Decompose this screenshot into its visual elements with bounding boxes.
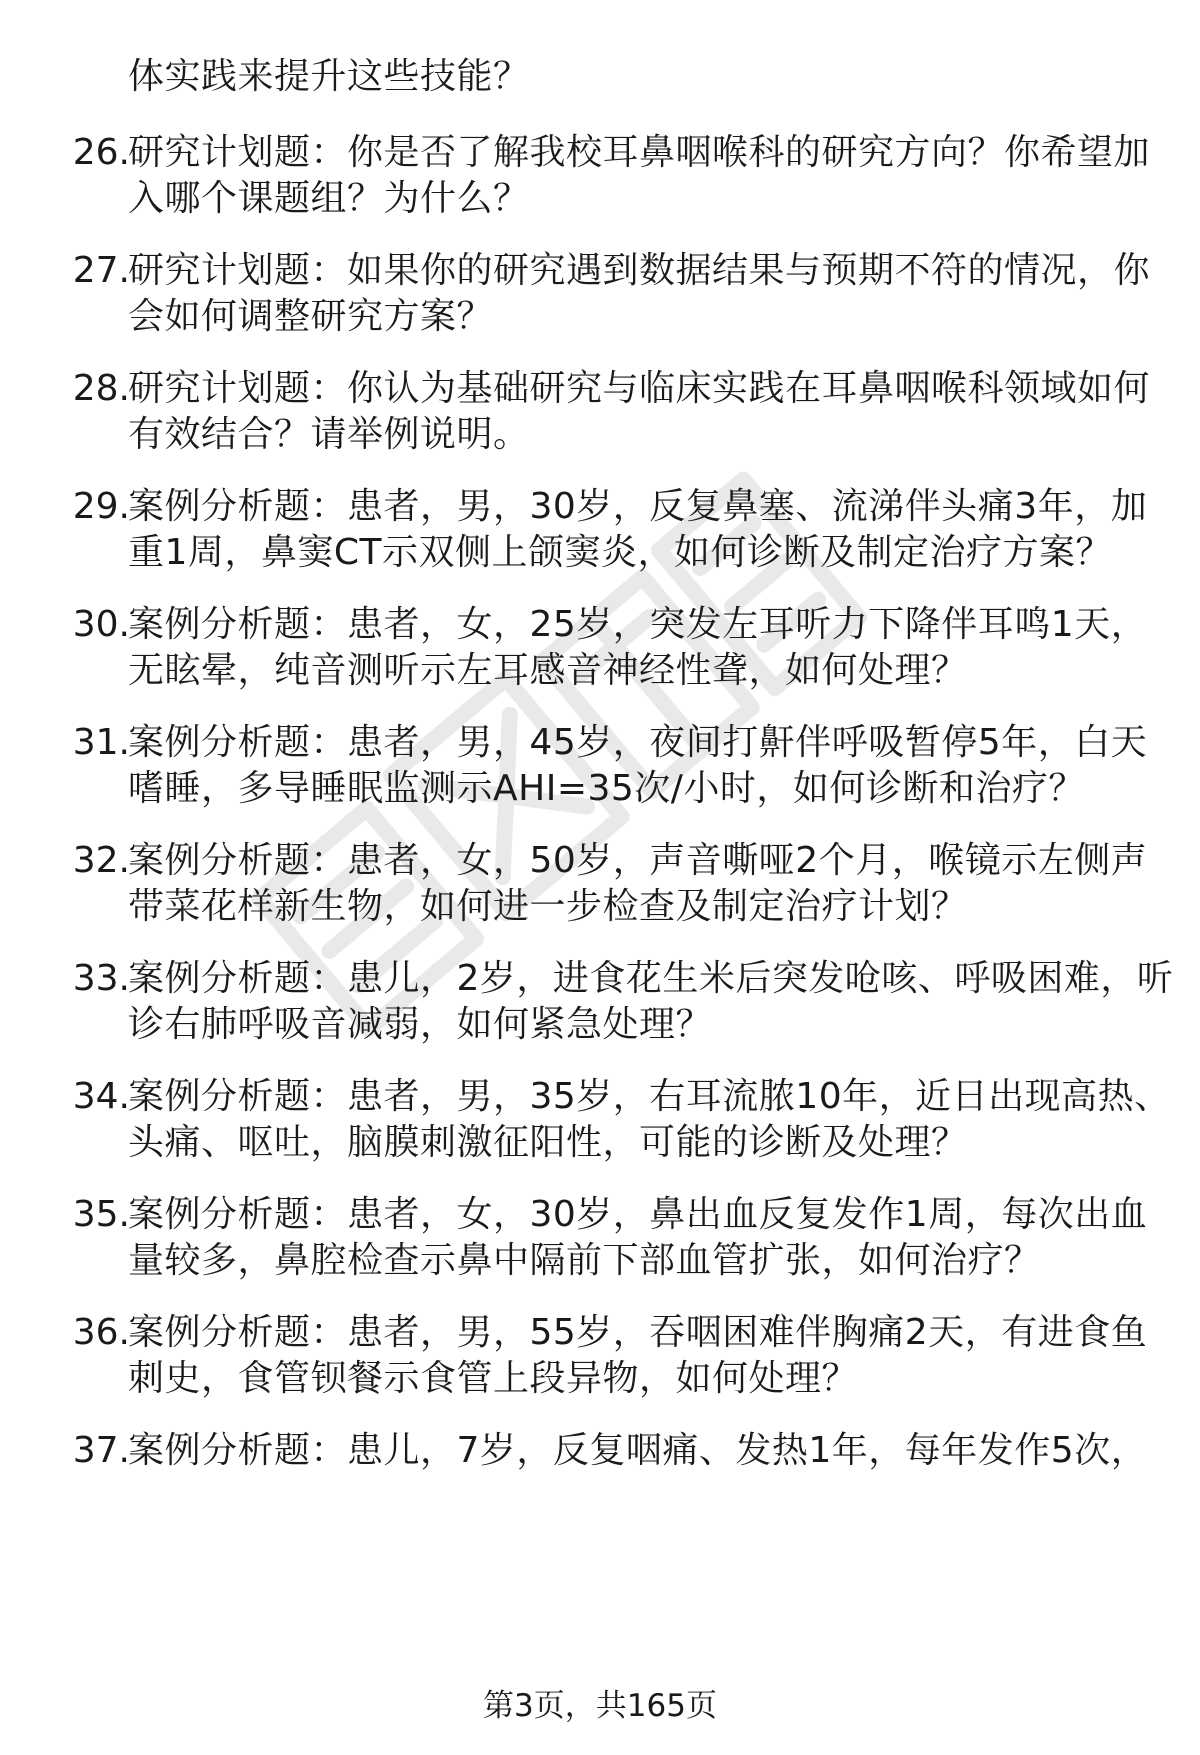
question-text-line: 案例分析题：患儿，7岁，反复咽痛、发热1年，每年发作5次， [128,1430,1148,1471]
page-footer: 第3页，共165页 [483,1688,717,1724]
question-number: 31. [72,722,130,763]
question-text-line: 案例分析题：患者，女，50岁，声音嘶哑2个月，喉镜示左侧声 [128,840,1148,881]
question-number: 27. [72,250,130,291]
question-text-line: 案例分析题：患者，男，55岁，吞咽困难伴胸痛2天，有进食鱼 [128,1312,1148,1353]
question-number: 33. [72,958,130,999]
question-text-line: 研究计划题：你是否了解我校耳鼻咽喉科的研究方向？你希望加 [128,132,1151,173]
question-text-line: 研究计划题：如果你的研究遇到数据结果与预期不符的情况，你 [128,250,1151,291]
question-number: 32. [72,840,130,881]
question-text-line: 研究计划题：你认为基础研究与临床实践在耳鼻咽喉科领域如何 [128,368,1151,409]
question-number: 26. [72,132,130,173]
question-text-line: 案例分析题：患者，男，35岁，右耳流脓10年，近日出现高热、 [128,1076,1171,1117]
question-number: 29. [72,486,130,527]
continuation-text: 体实践来提升这些技能？ [128,56,530,97]
question-text-line: 诊右肺呼吸音减弱，如何紧急处理？ [128,1004,713,1045]
question-text-line: 案例分析题：患儿，2岁，进食花生米后突发呛咳、呼吸困难，听 [128,958,1174,999]
question-number: 37. [72,1430,130,1471]
question-number: 35. [72,1194,130,1235]
question-text-line: 刺史，食管钡餐示食管上段异物，如何处理？ [128,1358,859,1399]
question-number: 30. [72,604,130,645]
question-number: 28. [72,368,130,409]
question-number: 36. [72,1312,130,1353]
question-text-line: 案例分析题：患者，女，30岁，鼻出血反复发作1周，每次出血 [128,1194,1148,1235]
question-text-line: 嗜睡，多导睡眠监测示AHI=35次/小时，如何诊断和治疗？ [128,768,1085,809]
question-text-line: 重1周，鼻窦CT示双侧上颌窦炎，如何诊断及制定治疗方案？ [128,532,1113,573]
question-text-line: 头痛、呕吐，脑膜刺激征阳性，可能的诊断及处理？ [128,1122,968,1163]
question-number: 34. [72,1076,130,1117]
question-text-line: 案例分析题：患者，男，30岁，反复鼻塞、流涕伴头痛3年，加 [128,486,1148,527]
question-text-line: 带菜花样新生物，如何进一步检查及制定治疗计划？ [128,886,968,927]
question-text-line: 量较多，鼻腔检查示鼻中隔前下部血管扩张，如何治疗？ [128,1240,1041,1281]
question-text-line: 有效结合？请举例说明。 [128,414,530,455]
question-text-line: 入哪个课题组？为什么？ [128,178,530,219]
question-text-line: 会如何调整研究方案？ [128,296,494,337]
question-text-line: 无眩晕，纯音测听示左耳感音神经性聋，如何处理？ [128,650,968,691]
question-text-line: 案例分析题：患者，男，45岁，夜间打鼾伴呼吸暂停5年，白天 [128,722,1148,763]
question-text-line: 案例分析题：患者，女，25岁，突发左耳听力下降伴耳鸣1天， [128,604,1148,645]
